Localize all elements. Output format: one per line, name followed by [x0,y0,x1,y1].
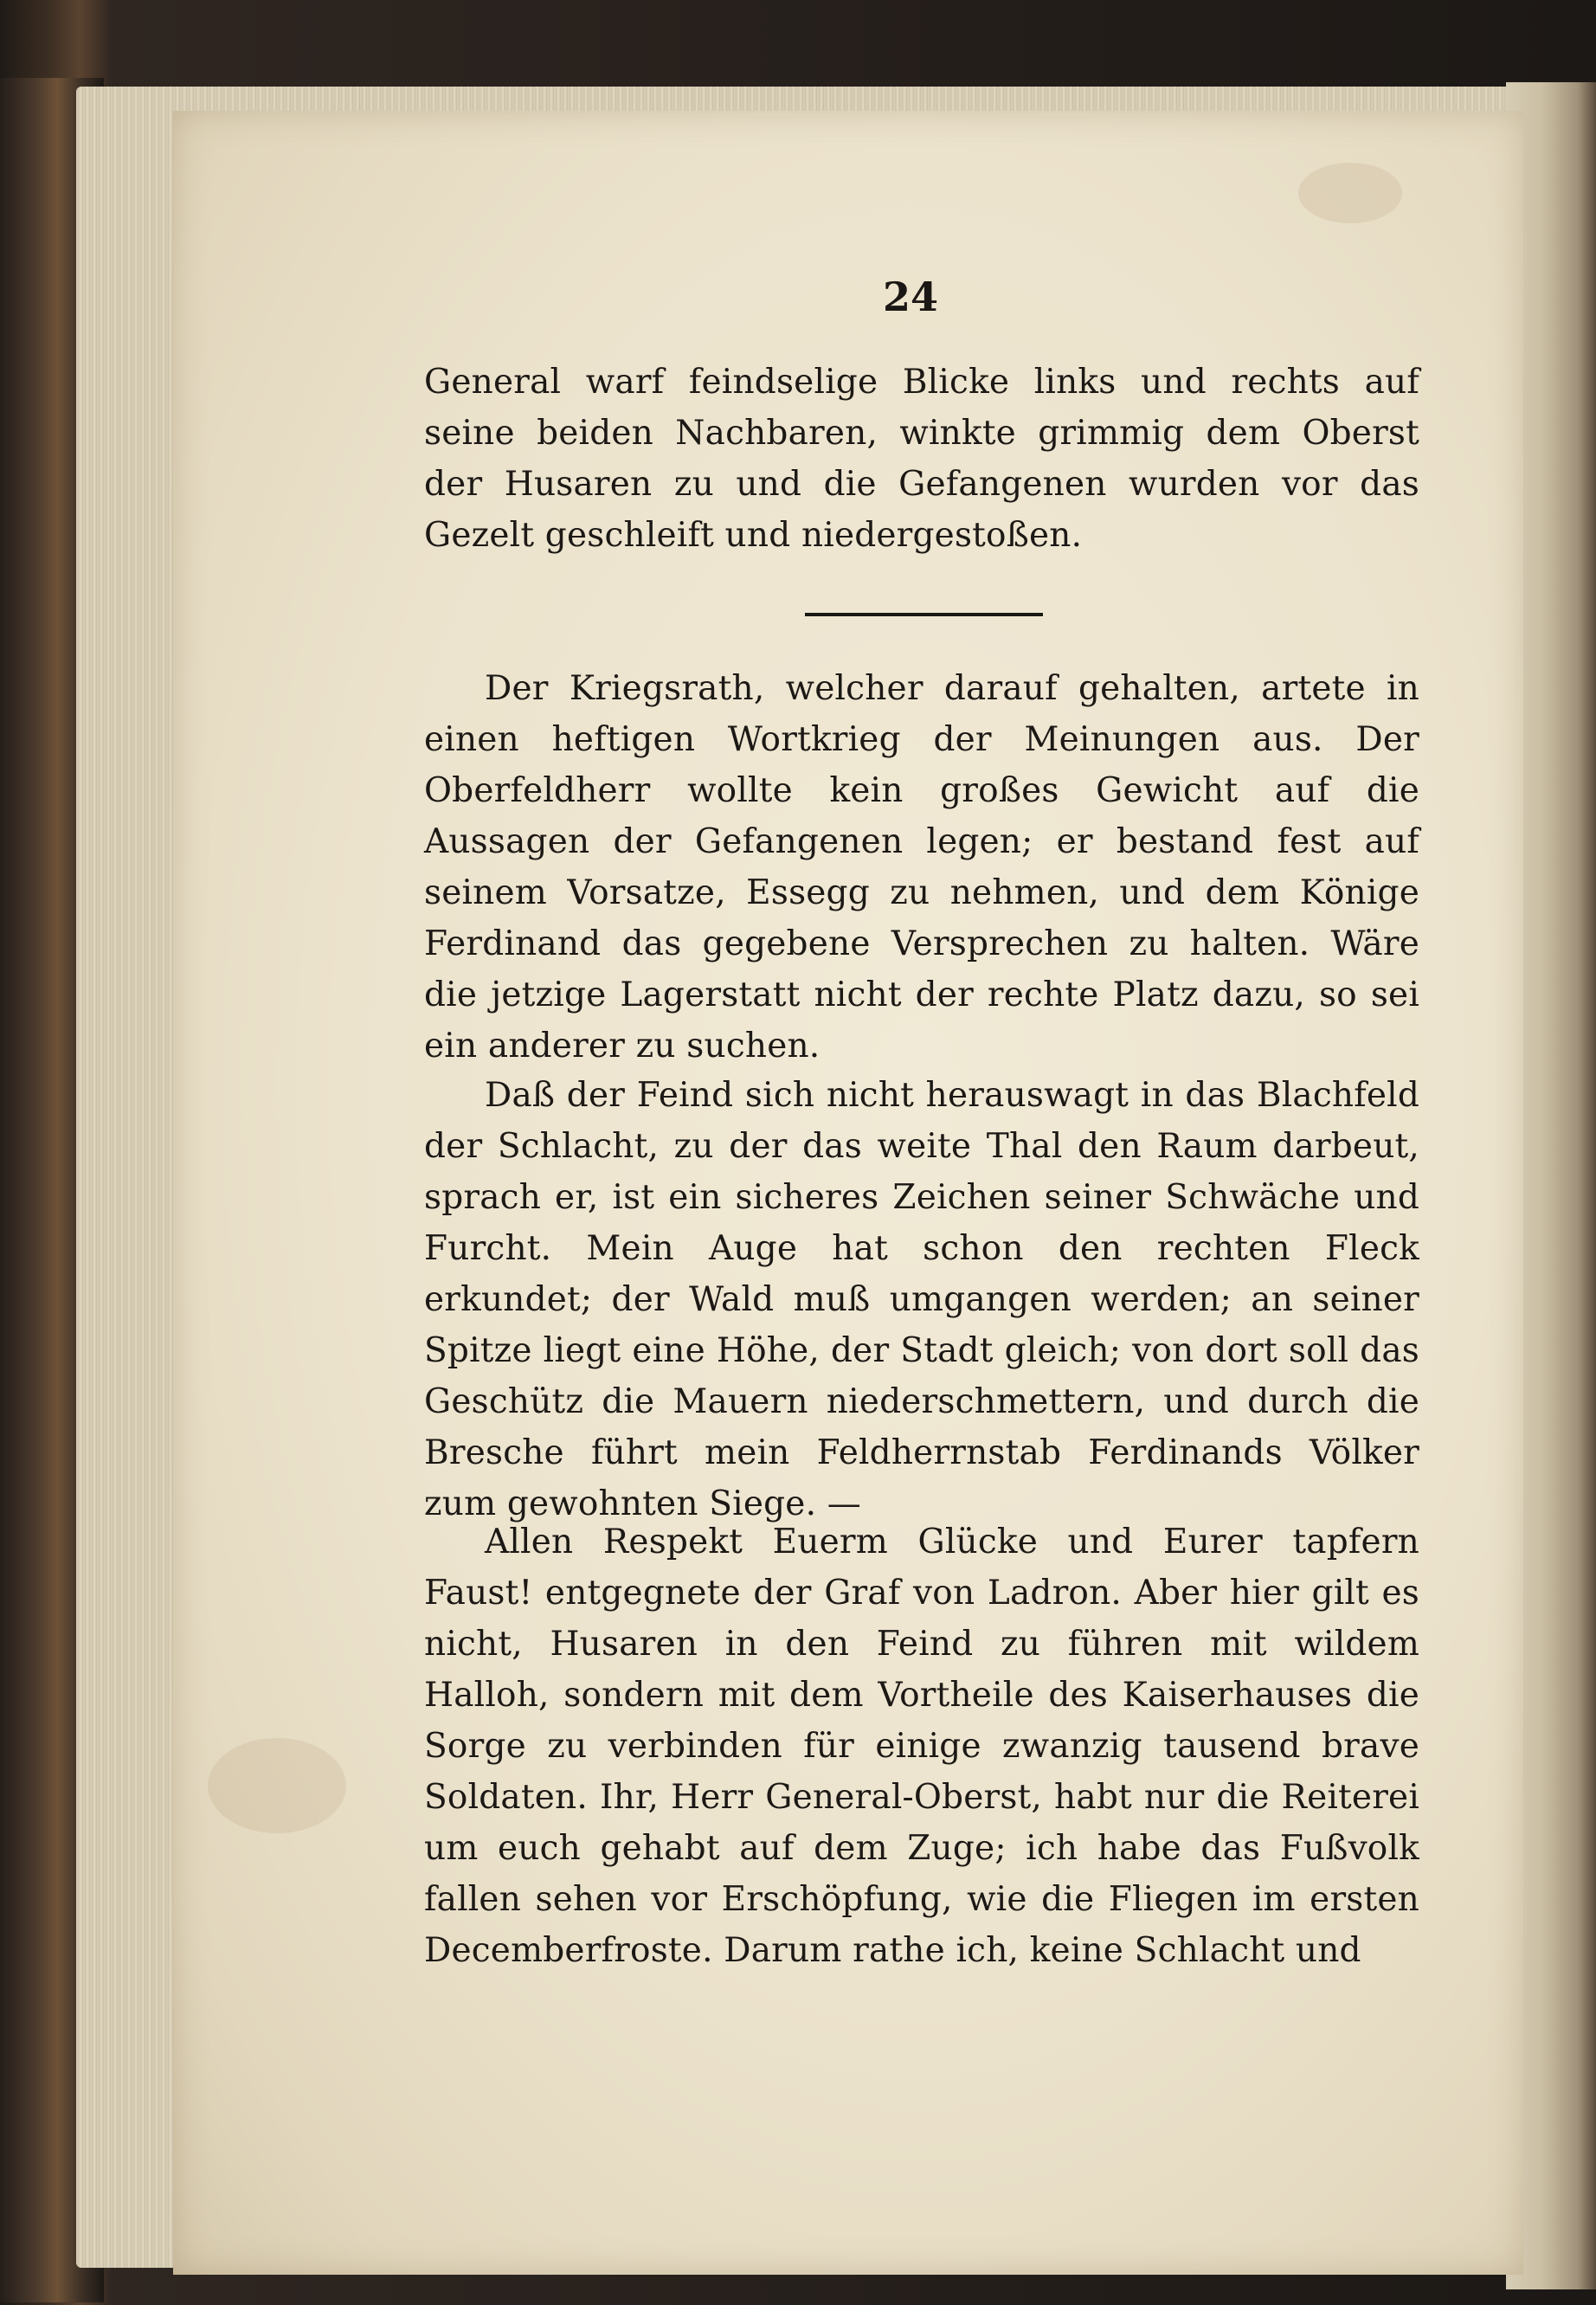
paragraph-text: General warf feindselige Blicke links und rechts auf seine beiden Nachbaren, winkte grimmig dem Oberst der Husaren zu und die Gefangenen wurden vor das Gezelt geschleift und niedergestoßen. [424,363,1419,555]
paragraph-text: Allen Respekt Euerm Glücke und Eurer tapfern Faust! entgegnete der Graf von Ladron. Aber hier gilt es nicht, Husaren in den Feind zu führen mit wildem Halloh, sondern mit dem Vortheile des Kaiserhauses die Sorge zu verbinden für einige zwanzig tausend brave Soldaten. Ihr, Herr General-Oberst, habt nur die Reiterei um euch gehabt auf dem Zuge; ich habe das Fußvolk fallen sehen vor Erschöpfung, wie die Fliegen im ersten Decemberfroste. Darum rathe ich, keine Schlacht und [424,1523,1419,1970]
paper-stain [208,1738,346,1833]
paragraph-reply [424,1516,1419,1976]
paragraph-opening [424,357,1419,561]
paper-stain [1298,163,1402,223]
paragraph-speech [424,1070,1419,1529]
paragraph-text: Daß der Feind sich nicht herauswagt in das Blachfeld der Schlacht, zu der das weite Thal den Raum darbeut, sprach er, ist ein sicheres Zeichen seiner Schwäche und Furcht. Mein Auge hat schon den rechten Fleck erkundet; der Wald muß umgangen werden; an seiner Spitze liegt eine Höhe, der Stadt gleich; von dort soll das Geschütz die Mauern niederschmettern, und durch die Bresche führt mein Feldherrnstab Ferdinands Völker zum gewohnten Siege. — [424,1076,1419,1523]
section-divider [805,613,1043,616]
page-number: 24 [883,274,939,320]
paragraph-text: Der Kriegsrath, welcher darauf gehalten, artete in einen heftigen Wortkrieg der Meinungen aus. Der Oberfeldherr wollte kein großes Gewicht auf die Aussagen der Gefangenen legen; er bestand fest auf seinem Vorsatze, Essegg zu nehmen, und dem Könige Ferdinand das gegebene Versprechen zu halten. Wäre die jetzige Lagerstatt nicht der rechte Platz dazu, so sei ein anderer zu suchen. [424,669,1419,1066]
paragraph-council [424,663,1419,1072]
